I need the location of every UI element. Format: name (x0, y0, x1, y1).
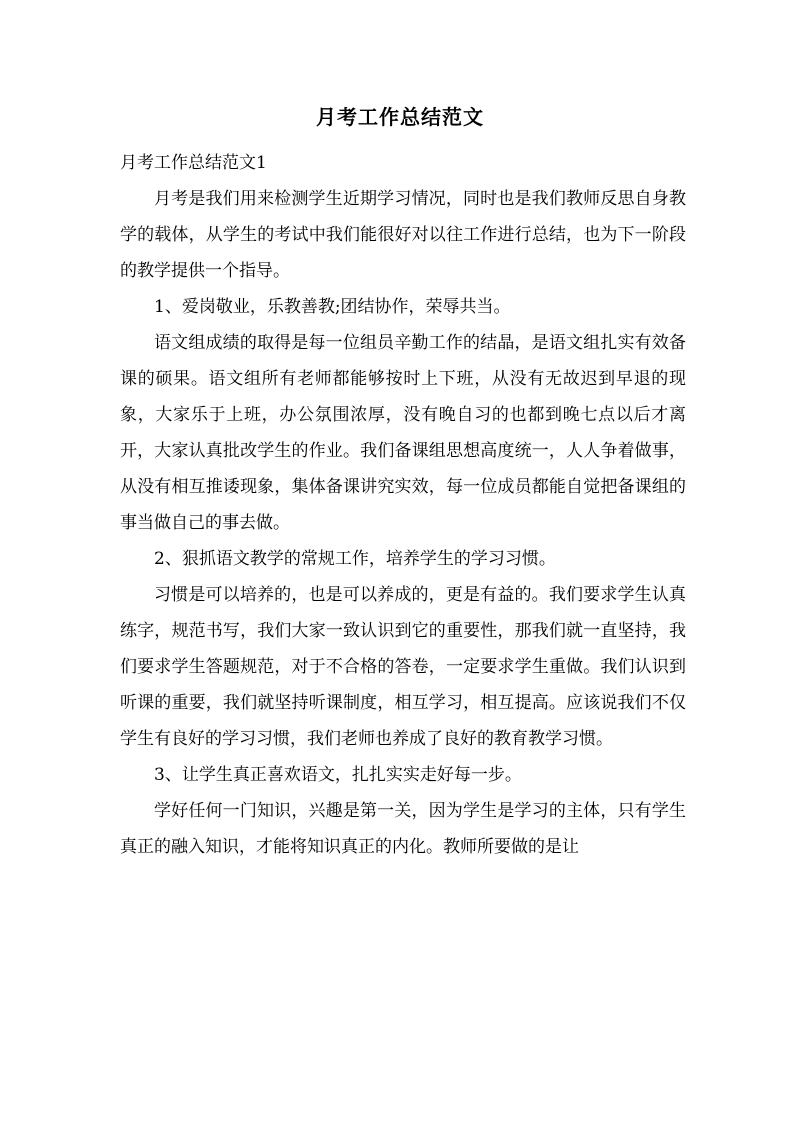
document-body (120, 145, 686, 865)
section-heading-2: 2、狠抓语文教学的常规工作，培养学生的学习习惯。 (154, 549, 556, 569)
paragraph-section-3: 学好任何一门知识，兴趣是第一关，因为学生是学习的主体，只有学生真正的融入知识，才能将知识真正的内化。教师所要做的是让 (120, 801, 686, 857)
section-heading-3: 3、让学生真正喜欢语文，扎扎实实走好每一步。 (154, 765, 522, 785)
paragraph-intro: 月考是我们用来检测学生近期学习情况，同时也是我们教师反思自身教学的载体，从学生的考试中我们能很好对以往工作进行总结，也为下一阶段的教学提供一个指导。 (120, 189, 686, 281)
paragraph-section-2: 习惯是可以培养的，也是可以养成的，更是有益的。我们要求学生认真练字，规范书写，我们大家一致认识到它的重要性，那我们就一直坚持，我们要求学生答题规范，对于不合格的答卷，一定要求学生重做。我们认识到听课的重要，我们就坚持听课制度，相互学习，相互提高。应该说我们不仅学生有良好的学习习惯，我们老师也养成了良好的教育教学习惯。 (120, 585, 686, 749)
paragraph-section-1: 语文组成绩的取得是每一位组员辛勤工作的结晶，是语文组扎实有效备课的硕果。语文组所有老师都能够按时上下班，从没有无故迟到早退的现象，大家乐于上班，办公氛围浓厚，没有晚自习的也都到晚七点以后才离开，大家认真批改学生的作业。我们备课组思想高度统一，人人争着做事，从没有相互推诿现象，集体备课讲究实效，每一位成员都能自觉把备课组的事当做自己的事去做。 (120, 333, 686, 533)
document-title: 月考工作总结范文 (316, 105, 484, 129)
document-subtitle: 月考工作总结范文1 (120, 153, 267, 173)
section-heading-1: 1、爱岗敬业，乐教善教;团结协作，荣辱共当。 (154, 297, 511, 317)
